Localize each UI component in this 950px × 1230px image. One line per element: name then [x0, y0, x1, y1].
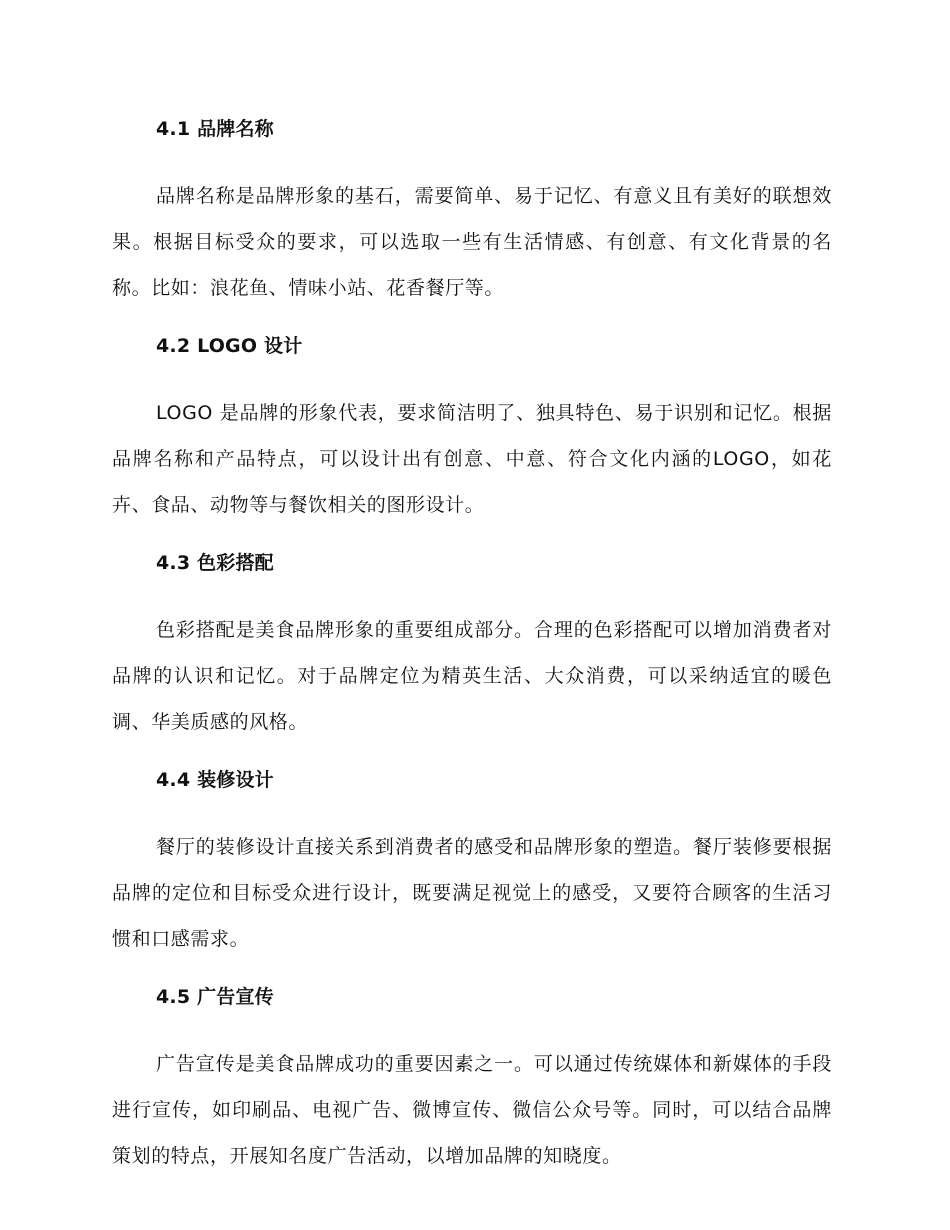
section-paragraph-decoration-design: 餐厅的装修设计直接关系到消费者的感受和品牌形象的塑造。餐厅装修要根据品牌的定位和目标受众进行设计，既要满足视觉上的感受，又要符合顾客的生活习惯和口感需求。	[112, 836, 832, 950]
section-paragraph-logo-design: LOGO 是品牌的形象代表，要求简洁明了、独具特色、易于识别和记忆。根据品牌名称和产品特点，可以设计出有创意、中意、符合文化内涵的LOGO，如花卉、食品、动物等与餐饮相关的图形设计。	[112, 402, 832, 516]
section-paragraph-advertising: 广告宣传是美食品牌成功的重要因素之一。可以通过传统媒体和新媒体的手段进行宣传，如印刷品、电视广告、微博宣传、微信公众号等。同时，可以结合品牌策划的特点，开展知名度广告活动，以增加品牌的知晓度。	[112, 1053, 832, 1167]
section-heading-brand-name: 4.1 品牌名称	[156, 118, 274, 140]
section-paragraph-brand-name: 品牌名称是品牌形象的基石，需要简单、易于记忆、有意义且有美好的联想效果。根据目标受众的要求，可以选取一些有生活情感、有创意、有文化背景的名称。比如：浪花鱼、情味小站、花香餐厅等。	[112, 185, 832, 299]
document-body	[112, 106, 832, 1191]
section-heading-advertising: 4.5 广告宣传	[156, 986, 274, 1008]
section-paragraph-color-matching: 色彩搭配是美食品牌形象的重要组成部分。合理的色彩搭配可以增加消费者对品牌的认识和记忆。对于品牌定位为精英生活、大众消费，可以采纳适宜的暖色调、华美质感的风格。	[112, 619, 832, 733]
section-heading-decoration-design: 4.4 装修设计	[156, 769, 274, 791]
section-heading-color-matching: 4.3 色彩搭配	[156, 552, 274, 574]
section-heading-logo-design: 4.2 LOGO 设计	[156, 335, 303, 357]
